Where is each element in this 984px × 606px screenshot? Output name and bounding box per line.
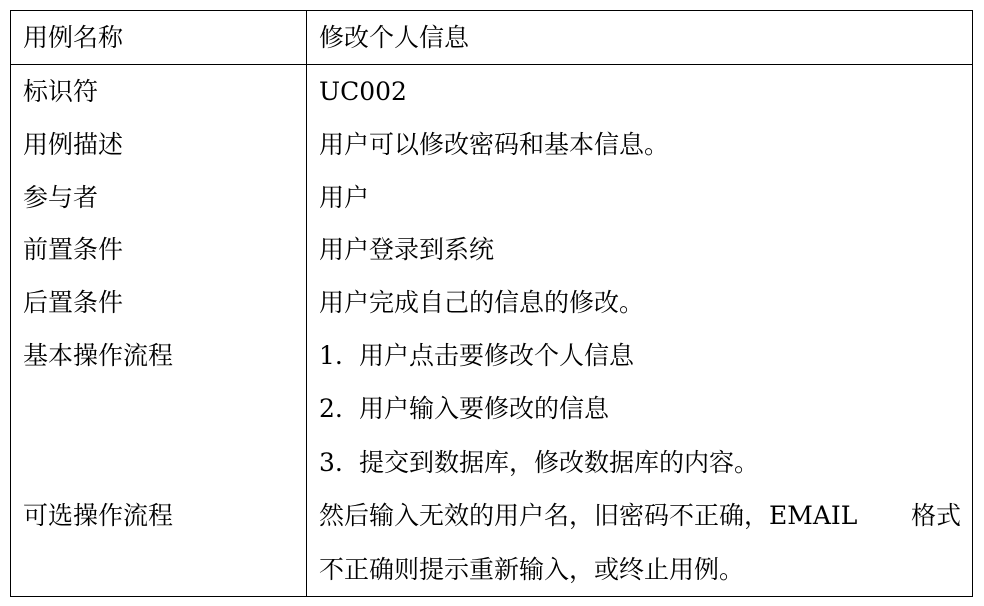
step-number: 2. <box>319 394 343 423</box>
basic-flow-step <box>319 394 609 424</box>
row-label-basic-flow: 基本操作流程 <box>23 341 174 370</box>
alt-flow-line-1-main: 然后输入无效的用户名，旧密码不正确，EMAIL <box>319 501 858 530</box>
alt-flow-line-2: 不正确则提示重新输入，或终止用例。 <box>319 555 745 584</box>
basic-flow-step <box>319 448 759 478</box>
step-number: 1. <box>319 341 343 370</box>
row-label-postcondition: 后置条件 <box>23 288 124 317</box>
alt-flow-line-1-end: 格式 <box>910 501 961 530</box>
row-label-description: 用例描述 <box>23 130 124 159</box>
row-value-precondition: 用户登录到系统 <box>319 235 495 264</box>
step-text: 提交到数据库，修改数据库的内容。 <box>359 448 760 477</box>
row-value-postcondition: 用户完成自己的信息的修改。 <box>319 288 645 317</box>
row-label-precondition: 前置条件 <box>23 235 124 264</box>
header-label: 用例名称 <box>23 23 124 52</box>
row-label-actor: 参与者 <box>23 183 99 212</box>
row-value-identifier: UC002 <box>319 77 407 106</box>
use-case-table <box>10 10 973 597</box>
row-value-actor: 用户 <box>319 183 370 212</box>
row-value-description: 用户可以修改密码和基本信息。 <box>319 130 670 159</box>
row-label-identifier: 标识符 <box>23 77 99 106</box>
step-text: 用户点击要修改个人信息 <box>359 341 635 370</box>
basic-flow-step <box>319 341 634 371</box>
alt-flow-line-1 <box>319 501 961 531</box>
table-header-row <box>11 11 972 65</box>
header-value: 修改个人信息 <box>319 23 470 52</box>
column-divider <box>306 11 307 596</box>
step-number: 3. <box>319 448 343 477</box>
step-text: 用户输入要修改的信息 <box>359 394 610 423</box>
row-label-alt-flow: 可选操作流程 <box>23 501 174 530</box>
